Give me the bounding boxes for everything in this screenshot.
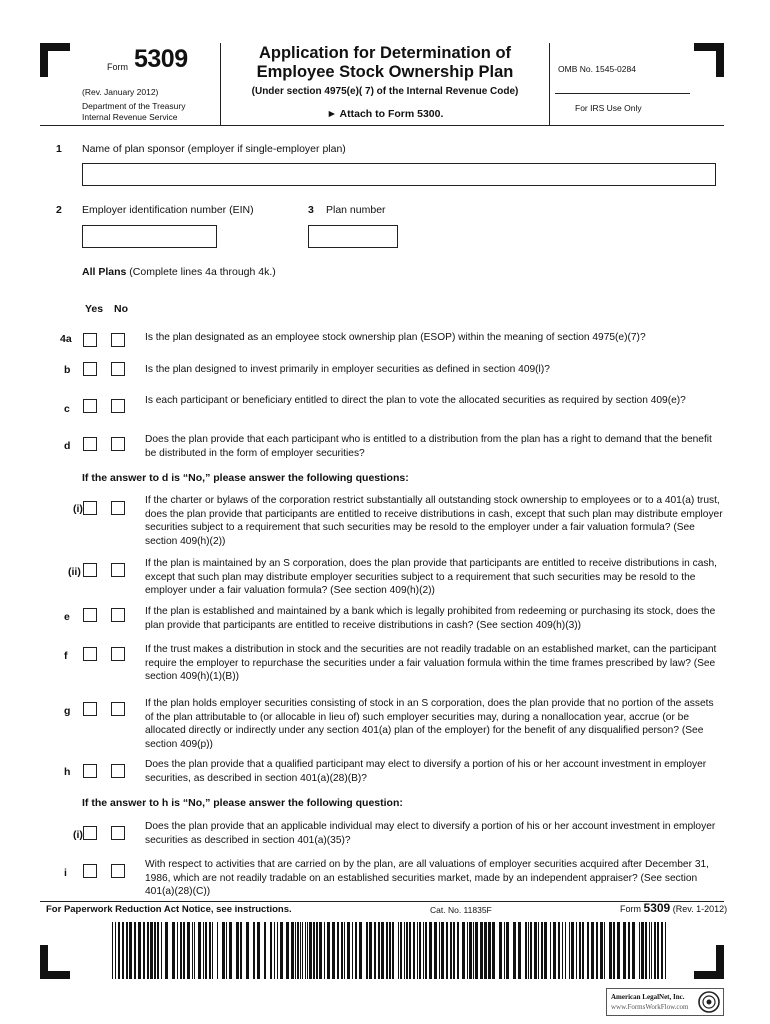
question-text: Is the plan designated as an employee stock ownership plan (ESOP) within the meaning of section 4975(e)(7)? — [145, 332, 646, 343]
question-label: (ii) — [68, 566, 81, 578]
plan-sponsor-name-field[interactable] — [82, 163, 716, 186]
publisher-name: American LegalNet, Inc. — [611, 993, 685, 1001]
line1-label: Name of plan sponsor (employer if single-employer plan) — [82, 143, 346, 155]
yes-checkbox[interactable] — [83, 399, 97, 413]
question-label: 4a — [60, 333, 72, 345]
yes-checkbox[interactable] — [83, 608, 97, 622]
title-line2: Employee Stock Ownership Plan — [256, 63, 514, 81]
form-word: Form — [107, 62, 128, 72]
yes-column-header: Yes — [85, 303, 104, 315]
yes-checkbox[interactable] — [83, 362, 97, 376]
yes-checkbox[interactable] — [83, 437, 97, 451]
no-checkbox[interactable] — [111, 333, 125, 347]
publisher-stamp — [606, 988, 724, 1016]
no-checkbox[interactable] — [111, 864, 125, 878]
question-text: With respect to activities that are carried on by the plan, are all valuations of employer securities acquired after December 31, 1986, which are not readily tradable on an established securities market, made by an independent appraiser? (See section 401(a)(28)(C)) — [145, 859, 709, 898]
no-checkbox[interactable] — [111, 563, 125, 577]
corner-mark-top-left-v — [40, 43, 48, 77]
header-divider-right — [549, 43, 550, 125]
publisher-url: www.FormsWorkFlow.com — [611, 1003, 689, 1011]
yes-checkbox[interactable] — [83, 333, 97, 347]
no-checkbox[interactable] — [111, 702, 125, 716]
form-subtitle: (Under section 4975(e)( 7) of the Internal Revenue Code) — [251, 86, 519, 97]
form-revision: (Rev. January 2012) — [82, 87, 159, 97]
barcode-bars — [112, 922, 667, 979]
all-plans-bold: All Plans — [82, 266, 127, 278]
omb-number: OMB No. 1545-0284 — [558, 64, 636, 74]
no-column-header: No — [114, 303, 128, 315]
title-line1: Application for Determination of — [258, 44, 512, 62]
question-text: If the plan is maintained by an S corporation, does the plan provide that participants are entitled to receive distributions in cash, except that such plan may distribute employer securities subject to a requirement that such securities may be resold to the employer under a fair valuation formula? (See section 409(h)(2)) — [145, 558, 717, 597]
all-plans-heading — [82, 266, 276, 280]
paperwork-notice: For Paperwork Reduction Act Notice, see instructions. — [46, 904, 292, 915]
question-text: If the plan holds employer securities consisting of stock in an S corporation, does the plan provide that no portion of the assets of the plan attributable to (or allocable in lieu of) such employer securities may, during a nonallocation year, accrue (or be allocated directly or indirectly under any section 401(a) plan of the employer) for the benefit of any disqualified person? (See section 409(p)) — [145, 698, 714, 751]
question-label: h — [64, 766, 71, 778]
omb-divider — [555, 93, 690, 94]
no-checkbox[interactable] — [111, 399, 125, 413]
yes-checkbox[interactable] — [83, 826, 97, 840]
yes-checkbox[interactable] — [83, 647, 97, 661]
yes-checkbox[interactable] — [83, 563, 97, 577]
attach-note: ► Attach to Form 5300. — [326, 108, 444, 120]
question-label: e — [64, 611, 70, 623]
footer-form-id — [620, 901, 727, 915]
form-title — [221, 44, 549, 82]
line3-label: Plan number — [326, 204, 386, 216]
line1-number: 1 — [56, 143, 62, 155]
no-checkbox[interactable] — [111, 362, 125, 376]
question-label: f — [64, 650, 68, 662]
corner-mark-bottom-right-v — [716, 945, 724, 979]
plan-number-field[interactable] — [308, 225, 398, 248]
no-checkbox[interactable] — [111, 764, 125, 778]
question-label: d — [64, 440, 71, 452]
publisher-logo-icon — [698, 991, 720, 1013]
question-text: Is each participant or beneficiary entitled to direct the plan to vote the allocated securities as required by section 409(e)? — [145, 395, 686, 406]
line3-number: 3 — [308, 204, 314, 216]
question-text: If the trust makes a distribution in stock and the securities are not readily tradable on an established market, can the participant require the employer to repurchase the securities under a fair valuation formula within the time frames prescribed by law? (See section 409(h)(1)(B)) — [145, 644, 717, 683]
footer-form-revision: (Rev. 1-2012) — [672, 904, 728, 914]
no-checkbox[interactable] — [111, 608, 125, 622]
ein-field[interactable] — [82, 225, 217, 248]
line2-label: Employer identification number (EIN) — [82, 204, 254, 216]
question-text: If the plan is established and maintained by a bank which is legally prohibited from redeeming or purchasing its stock, does the plan provide that participants are entitled to receive distributions in cash? (See section 409(h)(3)) — [145, 606, 716, 631]
question-label: i — [64, 867, 67, 879]
question-label: b — [64, 364, 71, 376]
corner-mark-bottom-left-v — [40, 945, 48, 979]
corner-mark-top-right-v — [716, 43, 724, 77]
question-text: Does the plan provide that each participant who is entitled to a distribution from the plan has a right to demand that the benefit be distributed in the form of employer securities? — [145, 434, 712, 459]
question-label: (i) — [73, 503, 83, 515]
form-number: 5309 — [134, 45, 188, 73]
all-plans-rest: (Complete lines 4a through 4k.) — [126, 266, 276, 278]
irs-use-only: For IRS Use Only — [575, 103, 642, 113]
department-line2: Internal Revenue Service — [82, 112, 178, 122]
question-text: Does the plan provide that a qualified participant may elect to diversify a portion of his or her account investment in employer securities, as described in section 401(a)(28)(B)? — [145, 759, 707, 784]
header-bottom-rule — [40, 125, 724, 126]
yes-checkbox[interactable] — [83, 864, 97, 878]
question-text: If the charter or bylaws of the corporation restrict substantially all outstanding stock ownership to employees or to a 401(a) trust, does the plan provide that participants are entitled to receive distributions in cash, except that such plan may distribute employer securities subject to a requirement that such securities may be resold to the employer under a fair valuation formula? (See section 409(h)(2)) — [145, 495, 723, 548]
no-checkbox[interactable] — [111, 647, 125, 661]
footer-form-number: 5309 — [643, 901, 671, 915]
instruction-d-no: If the answer to d is “No,” please answer the following questions: — [82, 472, 409, 484]
question-label: g — [64, 705, 71, 717]
question-label: (i) — [73, 829, 83, 841]
no-checkbox[interactable] — [111, 501, 125, 515]
yes-checkbox[interactable] — [83, 764, 97, 778]
department-line1: Department of the Treasury — [82, 101, 186, 111]
no-checkbox[interactable] — [111, 437, 125, 451]
catalog-number: Cat. No. 11835F — [430, 905, 492, 915]
footer-form-word: Form — [620, 904, 641, 914]
yes-checkbox[interactable] — [83, 702, 97, 716]
instruction-h-no: If the answer to h is “No,” please answer the following question: — [82, 797, 403, 809]
form-barcode — [112, 922, 667, 979]
yes-checkbox[interactable] — [83, 501, 97, 515]
question-text: Is the plan designed to invest primarily in employer securities as defined in section 409(l)? — [145, 364, 550, 375]
no-checkbox[interactable] — [111, 826, 125, 840]
question-text: Does the plan provide that an applicable individual may elect to diversify a portion of his or her account investment in employer securities as described in section 401(a)(35)? — [145, 821, 716, 846]
line2-number: 2 — [56, 204, 62, 216]
question-label: c — [64, 403, 70, 415]
